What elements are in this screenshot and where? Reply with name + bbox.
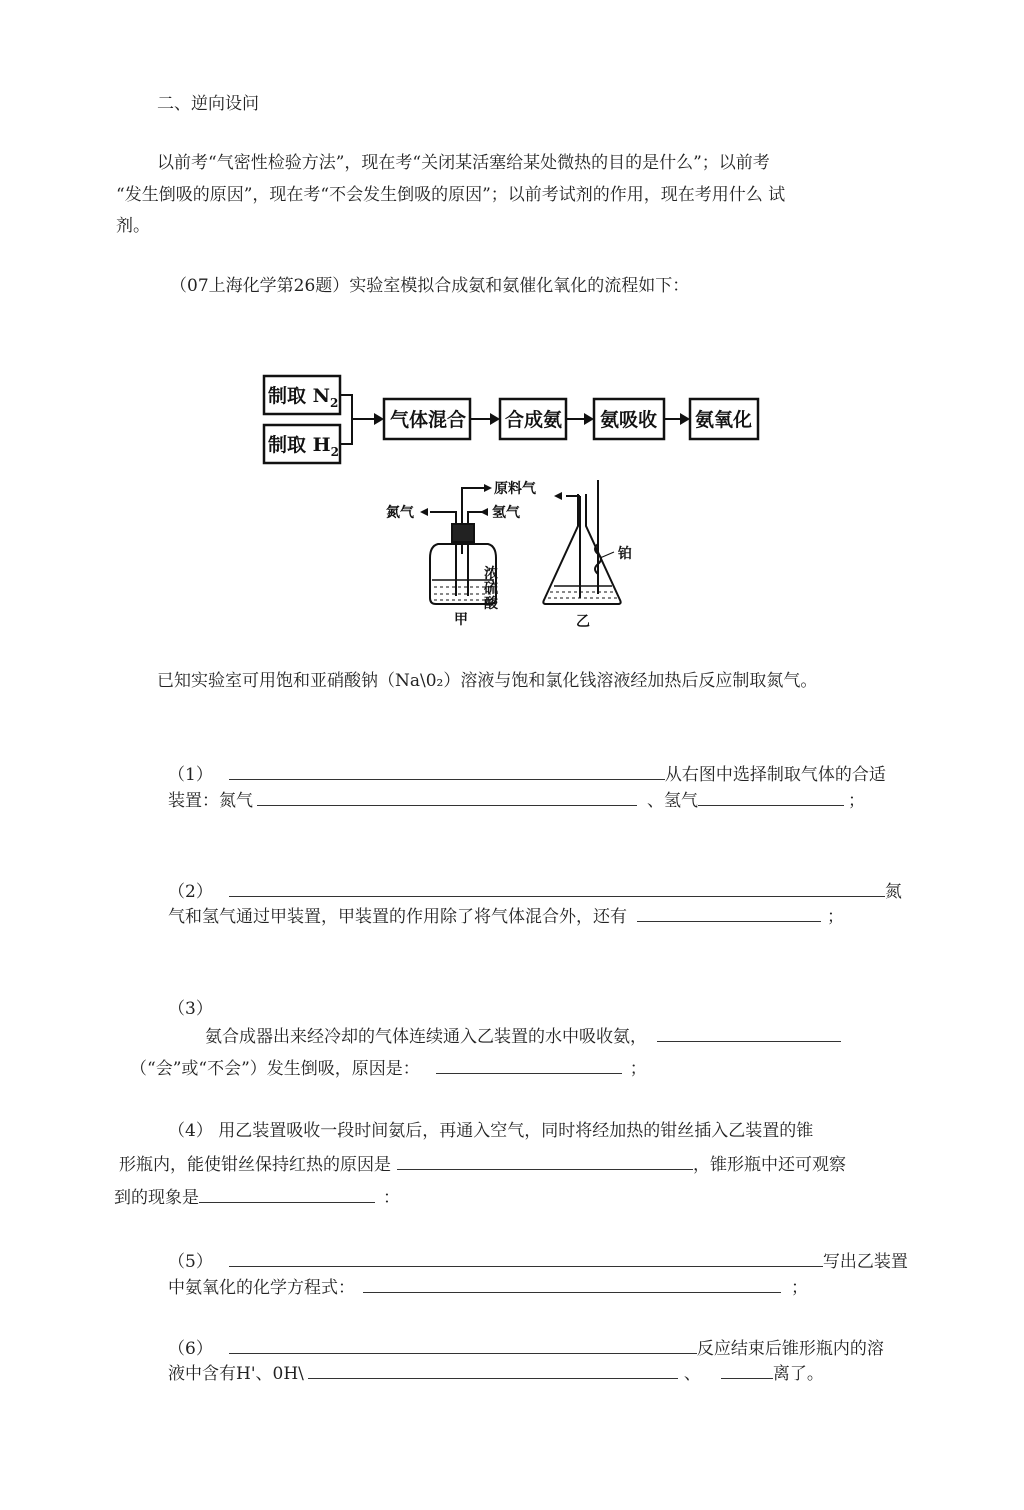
q4-text-4: 到的现象是 bbox=[114, 1188, 199, 1208]
q4-line-2 bbox=[119, 1153, 846, 1176]
q3-blank-2[interactable] bbox=[436, 1057, 622, 1074]
arrow-nitrogen-in bbox=[420, 508, 428, 516]
yi-platinum-wire bbox=[595, 480, 601, 594]
q5-line-1 bbox=[168, 1250, 908, 1273]
label-feed-gas: 原料气 bbox=[494, 481, 536, 497]
q2-line-1 bbox=[168, 880, 902, 903]
q4-text-2: 形瓶内，能使钳丝保持红热的原因是 bbox=[119, 1155, 391, 1175]
q2-blank-1[interactable] bbox=[229, 880, 885, 897]
q3-end: ； bbox=[629, 1059, 647, 1079]
label-jia: 甲 bbox=[454, 612, 468, 628]
flow-step-synth: 合成氨 bbox=[505, 409, 563, 431]
flow-diagram bbox=[258, 372, 763, 470]
q6-line-1 bbox=[168, 1337, 884, 1360]
apparatus-diagram bbox=[380, 474, 640, 632]
flow-arrow-3 bbox=[584, 413, 594, 425]
q4-end: ： bbox=[383, 1188, 400, 1208]
q4-line-3 bbox=[114, 1186, 400, 1209]
q5-tail: 写出乙装置 bbox=[822, 1252, 908, 1272]
arrow-feed-out bbox=[484, 484, 492, 492]
q4-blank-1[interactable] bbox=[397, 1153, 693, 1170]
q6-blank-3[interactable] bbox=[721, 1362, 773, 1379]
flow-step-absorb: 氨吸收 bbox=[600, 409, 658, 431]
label-acid-3: 酸 bbox=[484, 596, 498, 612]
q1-tail: 从右图中选择制取气体的合适 bbox=[664, 765, 886, 785]
q2-number: （2） bbox=[168, 882, 213, 902]
q5-text: 中氨氧化的化学方程式： bbox=[168, 1278, 355, 1298]
q5-end: ； bbox=[791, 1278, 808, 1298]
flow-n2-label: 制取 N bbox=[268, 385, 330, 407]
q2-blank-2[interactable] bbox=[637, 905, 821, 922]
q2-text: 气和氢气通过甲装置，甲装置的作用除了将气体混合外，还有 bbox=[168, 907, 627, 927]
q6-blank-1[interactable] bbox=[229, 1337, 697, 1354]
q3-line-3 bbox=[130, 1057, 647, 1080]
q5-number: （5） bbox=[168, 1252, 213, 1272]
intro-line-1: 以前考“气密性检验方法”，现在考“关闭某活塞给某处微热的目的是什么”；以前考 bbox=[157, 153, 770, 173]
label-acid-2: 硫 bbox=[484, 581, 498, 597]
q6-end: 离了。 bbox=[772, 1364, 824, 1384]
flow-step-mix: 气体混合 bbox=[390, 409, 467, 431]
q5-line-2 bbox=[168, 1276, 808, 1299]
q6-line-2 bbox=[168, 1362, 824, 1385]
section-heading: 二、逆向设问 bbox=[157, 94, 259, 114]
q2-tail: 氮 bbox=[884, 882, 902, 902]
q4-text-3: ，锥形瓶中还可观察 bbox=[693, 1155, 846, 1175]
problem-intro: （07上海化学第26题）实验室模拟合成氨和氨催化氧化的流程如下： bbox=[170, 276, 690, 296]
q6-number: （6） bbox=[168, 1339, 213, 1359]
svg-text:制取 N2 bbox=[268, 384, 338, 410]
flow-connector bbox=[340, 395, 374, 444]
q6-blank-2[interactable] bbox=[308, 1362, 678, 1379]
flow-arrow-1 bbox=[374, 413, 384, 425]
q6-text: 液中含有H'、0H\ bbox=[168, 1364, 304, 1384]
flow-h2-sub: 2 bbox=[330, 445, 339, 459]
q3-line-2 bbox=[205, 1025, 841, 1048]
q2-end: ； bbox=[827, 907, 844, 927]
q1-blank-hydrogen[interactable] bbox=[698, 789, 844, 806]
q3-text-2: （“会”或“不会”）发生倒吸，原因是： bbox=[130, 1059, 420, 1079]
q5-blank-1[interactable] bbox=[229, 1250, 823, 1267]
flow-h2-label: 制取 H bbox=[268, 434, 331, 456]
q1-number: （1） bbox=[168, 765, 213, 785]
q1-end: ； bbox=[848, 791, 865, 811]
label-platinum: 铂 bbox=[618, 546, 632, 562]
q1-hydrogen-label: 、氢气 bbox=[647, 791, 698, 811]
q1-line-1 bbox=[168, 763, 886, 786]
known-statement: 已知实验室可用饱和亚硝酸钠（Na\0₂）溶液与饱和氯化钱溶液经加热后反应制取氮气。 bbox=[157, 671, 818, 691]
arrow-yi-in bbox=[554, 492, 562, 500]
intro-line-3: 剂。 bbox=[116, 216, 150, 236]
label-yi: 乙 bbox=[576, 614, 590, 630]
label-hydrogen: 氢气 bbox=[492, 505, 520, 521]
q1-line-2 bbox=[168, 789, 865, 812]
arrow-hydrogen-in bbox=[480, 508, 488, 516]
intro-line-2: “发生倒吸的原因”，现在考“不会发生倒吸的原因”；以前考试剂的作用，现在考用什么 试 bbox=[116, 185, 786, 205]
flow-step-oxid: 氨氧化 bbox=[695, 409, 753, 431]
q4-blank-2[interactable] bbox=[199, 1186, 375, 1203]
svg-text:制取 H2 bbox=[268, 433, 339, 459]
label-nitrogen: 氮气 bbox=[386, 505, 414, 521]
flow-arrow-2 bbox=[490, 413, 500, 425]
yi-flask bbox=[543, 494, 620, 604]
q5-blank-2[interactable] bbox=[363, 1276, 781, 1293]
q2-line-2 bbox=[168, 905, 844, 928]
q6-tail: 反应结束后锥形瓶内的溶 bbox=[696, 1339, 884, 1359]
q3-blank-1[interactable] bbox=[657, 1025, 841, 1042]
q1-blank-nitrogen[interactable] bbox=[257, 789, 637, 806]
q1-blank-1[interactable] bbox=[229, 763, 665, 780]
yi-platinum-pointer bbox=[600, 552, 614, 558]
q4-line-1: （4） 用乙装置吸收一段时间氨后，再通入空气，同时将经加热的钳丝插入乙装置的锥 bbox=[168, 1121, 814, 1141]
jia-stopper bbox=[452, 524, 474, 542]
q6-sep: 、 bbox=[683, 1364, 701, 1384]
q1-nitrogen-label: 装置：氮气 bbox=[168, 791, 253, 811]
label-acid-1: 浓 bbox=[484, 566, 498, 582]
flow-arrow-4 bbox=[680, 413, 690, 425]
q3-text: 氨合成器出来经冷却的气体连续通入乙装置的水中吸收氨， bbox=[205, 1027, 647, 1047]
q3-number: （3） bbox=[168, 999, 213, 1019]
flow-n2-sub: 2 bbox=[329, 396, 339, 410]
